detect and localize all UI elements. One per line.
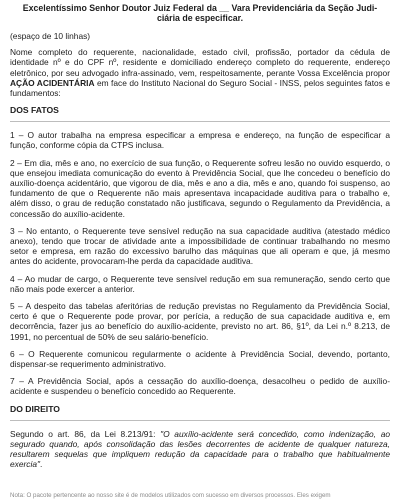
title-line-1: Excelentíssimo Senhor Doutor Juiz Federal da __ Vara Previdenciária da Seção Judi- xyxy=(22,3,378,13)
intro-text: Nome completo do requerente, nacionalidade, estado civil, profissão, portador da cédula de identidade nº e do CPF nº, residente e domiciliado endereço completo do requerente, endereço eletrônico, por seu advogado infra-assinado, vem, respeitosamente, perante Vossa Excelência propor xyxy=(10,47,390,78)
footer-note: Nota: O pacote pertencente ao nosso site é de modelos utilizados com sucesso em diversos processos. Eles exigem xyxy=(10,492,331,499)
intro-text-end: em face do Instituto Nacional do Seguro Social - INSS, pelos seguintes fatos e fundamentos: xyxy=(10,77,390,99)
law-paragraph xyxy=(10,429,390,470)
fact-paragraph: 2 – Em dia, mês e ano, no exercício de sua função, o Requerente sofreu lesão no ouvido esquerdo, o que ensejou imediata comunicação do evento à Previdência Social, que lhe concedeu o benefício do auxílio-doença acidentário, que vigorou de dia, mês e ano a dia, mês e ano, quando foi suspenso, ao fundamento de que o Requerente não mais apresentava incapacidade auditiva para o trabalho e, além disso, o grau de redução constatado não justificava, segundo o Regulamento da Previdência, a concessão do auxílio-acidente. xyxy=(10,157,390,219)
fact-paragraph: 1 – O autor trabalha na empresa especificar a empresa e endereço, na função de especificar a função, conforme cópia da CTPS inclusa. xyxy=(10,130,390,151)
law-quote: "O auxílio-acidente será concedido, como indenização, ao segurado quando, após consolidação das lesões decorrentes de acidente de qualquer natureza, resultarem sequelas que impliquem redução da capacidade para o trabalho que habitualmente exercia" xyxy=(10,428,391,470)
title-line-2: ciária de especificar. xyxy=(156,13,244,23)
section-divider xyxy=(10,420,390,421)
fact-paragraph: 7 – A Previdência Social, após a cessação do auxílio-doença, desacolheu o pedido de auxílio-acidente e suspendeu o benefício concedido ao Requerente. xyxy=(10,376,390,397)
section-heading-direito: DO DIREITO xyxy=(10,403,60,414)
action-type: AÇÃO ACIDENTÁRIA xyxy=(10,77,95,88)
section-heading-fatos: DOS FATOS xyxy=(10,105,59,116)
law-end: . xyxy=(39,459,43,470)
spacing-note: (espaço de 10 linhas) xyxy=(10,31,91,41)
fact-paragraph: 6 – O Requerente comunicou regularmente o acidente à Previdência Social, devendo, portanto, dispensar-se requerimento administrativo. xyxy=(10,348,390,370)
fact-paragraph: 4 – Ao mudar de cargo, o Requerente teve sensível redução em sua remuneração, sendo certo que não mais pode exercer a anterior. xyxy=(10,273,390,294)
law-intro: Segundo o art. 86, da Lei 8.213/91: xyxy=(10,428,161,439)
document-title xyxy=(10,3,390,23)
fact-paragraph: 3 – No entanto, o Requerente teve sensível redução na sua capacidade auditiva (atestado médico anexo), tendo que trocar de atividade ante a impossibilidade de continuar trabalhando no mesmo setor e empresa, em razão do excessivo barulho das máquinas que ali operam e que, já mesmo antes do acidente, provocaram-lhe perda da capacidade auditiva. xyxy=(10,225,390,267)
fact-paragraph: 5 – A despeito das tabelas aferitórias de redução previstas no Regulamento da Previdência Social, certo é que o Requerente pode provar, por perícia, a redução de sua capacidade auditiva e, em decorrência, fazer jus ao benefício do auxílio-acidente, previsto no art. 86, §1º, da Lei n.º 8.213, de 1991, no percentual de 50% de seu salário-benefício. xyxy=(10,301,390,342)
intro-paragraph xyxy=(10,47,390,98)
section-divider xyxy=(10,121,390,122)
